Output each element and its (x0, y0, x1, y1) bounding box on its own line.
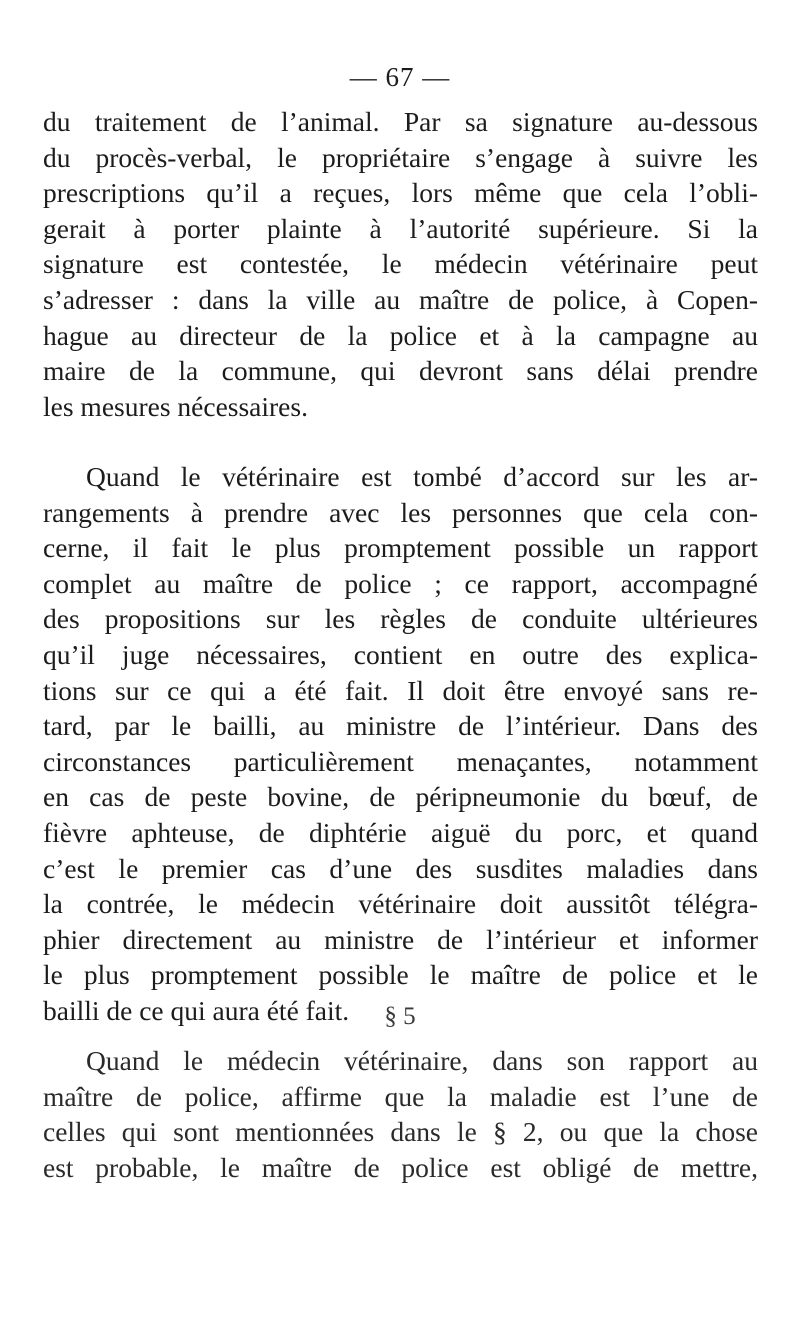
text-line: maître de police, affirme que la maladie est l’une de (43, 1080, 758, 1112)
text-line: prescriptions qu’il a reçues, lors même que cela l’obli- (43, 177, 758, 209)
text-line: complet au maître de police ; ce rapport, accompagné (43, 567, 758, 599)
section-heading: § 5 (384, 1003, 416, 1030)
text-line: des propositions sur les règles de conduite ultérieures (43, 603, 758, 635)
text-line: la contrée, le médecin vétérinaire doit aussitôt télégra- (43, 888, 758, 920)
text-line: Quand le vétérinaire est tombé d’accord sur les ar- (86, 461, 758, 492)
paragraph-2 (43, 459, 758, 1029)
text-line: du procès-verbal, le propriétaire s’engage à suivre les (43, 141, 758, 173)
text-line: phier directement au ministre de l’intérieur et informer (43, 923, 758, 955)
text-line: cerne, il fait le plus promptement possible un rapport (43, 532, 758, 564)
text-line: en cas de peste bovine, de péripneumonie du bœuf, de (43, 781, 758, 813)
text-line: est probable, le maître de police est obligé de mettre, (43, 1151, 758, 1183)
text-line: celles qui sont mentionnées dans le § 2, ou que la chose (43, 1116, 758, 1148)
text-line: hague au directeur de la police et à la campagne au (43, 319, 758, 351)
text-line: tions sur ce qui a été fait. Il doit être envoyé sans re- (43, 674, 758, 706)
page-number: — 67 — (349, 62, 451, 92)
text-line: bailli de ce qui aura été fait. (43, 994, 350, 1026)
text-line: maire de la commune, qui devront sans délai prendre (43, 355, 758, 387)
paragraph-3 (43, 1043, 758, 1185)
text-line: qu’il juge nécessaires, contient en outre des explica- (43, 638, 758, 670)
text-line: gerait à porter plainte à l’autorité supérieure. Si la (43, 212, 758, 244)
text-line: Quand le médecin vétérinaire, dans son rapport au (86, 1045, 758, 1076)
text-line: rangements à prendre avec les personnes que cela con- (43, 496, 758, 528)
text-line: tard, par le bailli, au ministre de l’intérieur. Dans des (43, 710, 758, 742)
text-line: du traitement de l’animal. Par sa signature au-dessous (43, 106, 758, 137)
text-line: le plus promptement possible le maître de police et le (43, 959, 758, 991)
text-line: signature est contestée, le médecin vétérinaire peut (43, 248, 758, 280)
text-line: circonstances particulièrement menaçantes, notamment (43, 745, 758, 777)
text-line: s’adresser : dans la ville au maître de police, à Copen- (43, 283, 758, 315)
text-line: les mesures nécessaires. (43, 390, 308, 422)
paragraph-1 (43, 104, 758, 424)
text-line: c’est le premier cas d’une des susdites maladies dans (43, 852, 758, 884)
text-line: fièvre aphteuse, de diphtérie aiguë du porc, et quand (43, 816, 758, 848)
